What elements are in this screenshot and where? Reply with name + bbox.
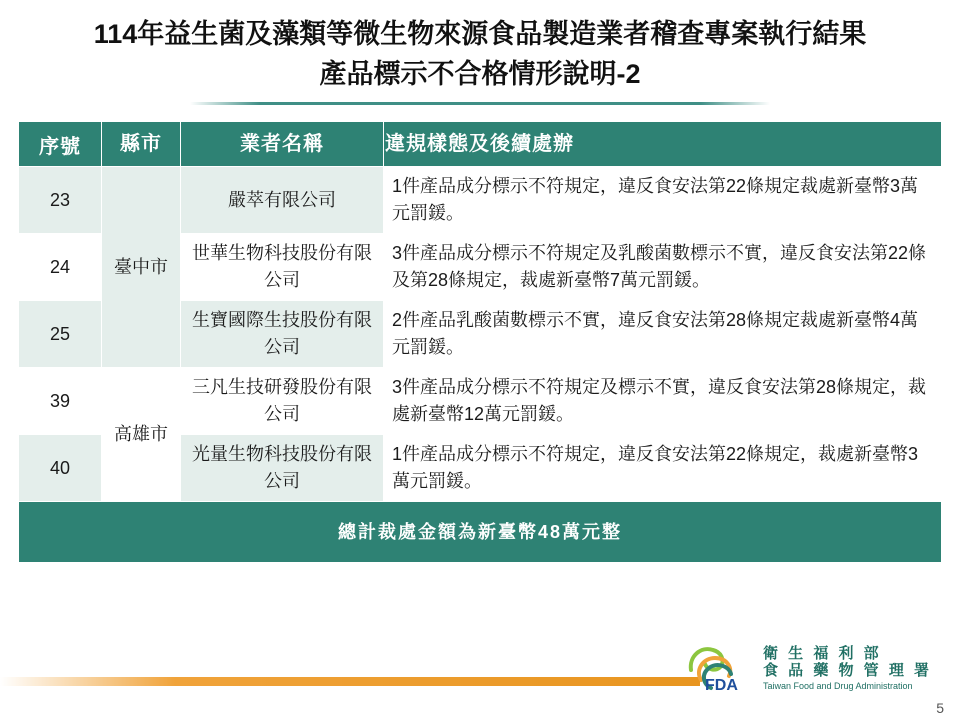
svg-text:FDA: FDA <box>704 677 738 694</box>
cell-violation: 3件產品成分標示不符規定及標示不實，違反食安法第28條規定，裁處新臺幣12萬元罰鍰。 <box>384 368 942 435</box>
logo-text <box>763 645 932 692</box>
table-header <box>19 122 942 167</box>
cell-company: 光量生物科技股份有限公司 <box>181 435 384 502</box>
logo-ministry-name: 衛 生 福 利 部 <box>762 644 882 662</box>
page-title <box>0 0 960 105</box>
cell-seq: 25 <box>19 301 102 368</box>
cell-company: 嚴萃有限公司 <box>181 167 384 234</box>
cell-seq: 39 <box>19 368 102 435</box>
footer-accent-bar <box>0 677 700 686</box>
cell-city-kaohsiung: 高雄市 <box>102 368 181 502</box>
cell-company: 三凡生技研發股份有限公司 <box>181 368 384 435</box>
column-header-seq: 序號 <box>19 122 102 167</box>
logo-agency-name-en: Taiwan Food and Drug Administration <box>762 681 913 692</box>
table-header-row <box>19 122 942 167</box>
cell-violation: 2件產品乳酸菌數標示不實，違反食安法第28條規定裁處新臺幣4萬元罰鍰。 <box>384 301 942 368</box>
title-underline <box>190 102 770 105</box>
cell-seq: 24 <box>19 234 102 301</box>
column-header-company: 業者名稱 <box>181 122 384 167</box>
page-number: 5 <box>936 700 944 716</box>
cell-seq: 40 <box>19 435 102 502</box>
table-total-row <box>19 502 942 563</box>
table-row <box>19 167 942 234</box>
organization-logo <box>681 640 932 696</box>
title-line-1: 114年益生菌及藻類等微生物來源食品製造業者稽查專案執行結果 <box>93 19 867 49</box>
cell-violation: 3件產品成分標示不符規定及乳酸菌數標示不實，違反食安法第22條及第28條規定，裁處新臺幣7萬元罰鍰。 <box>384 234 942 301</box>
violation-table <box>18 121 942 563</box>
violation-table-wrapper <box>18 121 942 563</box>
table-row <box>19 368 942 435</box>
logo-agency-name: 食 品 藥 物 管 理 署 <box>762 661 932 679</box>
cell-violation: 1件產品成分標示不符規定，違反食安法第22條規定裁處新臺幣3萬元罰鍰。 <box>384 167 942 234</box>
column-header-violation: 違規樣態及後續處辦 <box>384 122 942 167</box>
column-header-city: 縣市 <box>102 122 181 167</box>
cell-city-taichung: 臺中市 <box>102 167 181 368</box>
cell-violation: 1件產品成分標示不符規定，違反食安法第22條規定，裁處新臺幣3萬元罰鍰。 <box>384 435 942 502</box>
fda-logo-icon <box>681 640 755 696</box>
table-body <box>19 167 942 563</box>
cell-company: 世華生物科技股份有限公司 <box>181 234 384 301</box>
total-amount-label: 總計裁處金額為新臺幣48萬元整 <box>19 502 942 563</box>
cell-seq: 23 <box>19 167 102 234</box>
cell-company: 生寶國際生技股份有限公司 <box>181 301 384 368</box>
title-line-2: 產品標示不合格情形說明-2 <box>319 59 641 89</box>
